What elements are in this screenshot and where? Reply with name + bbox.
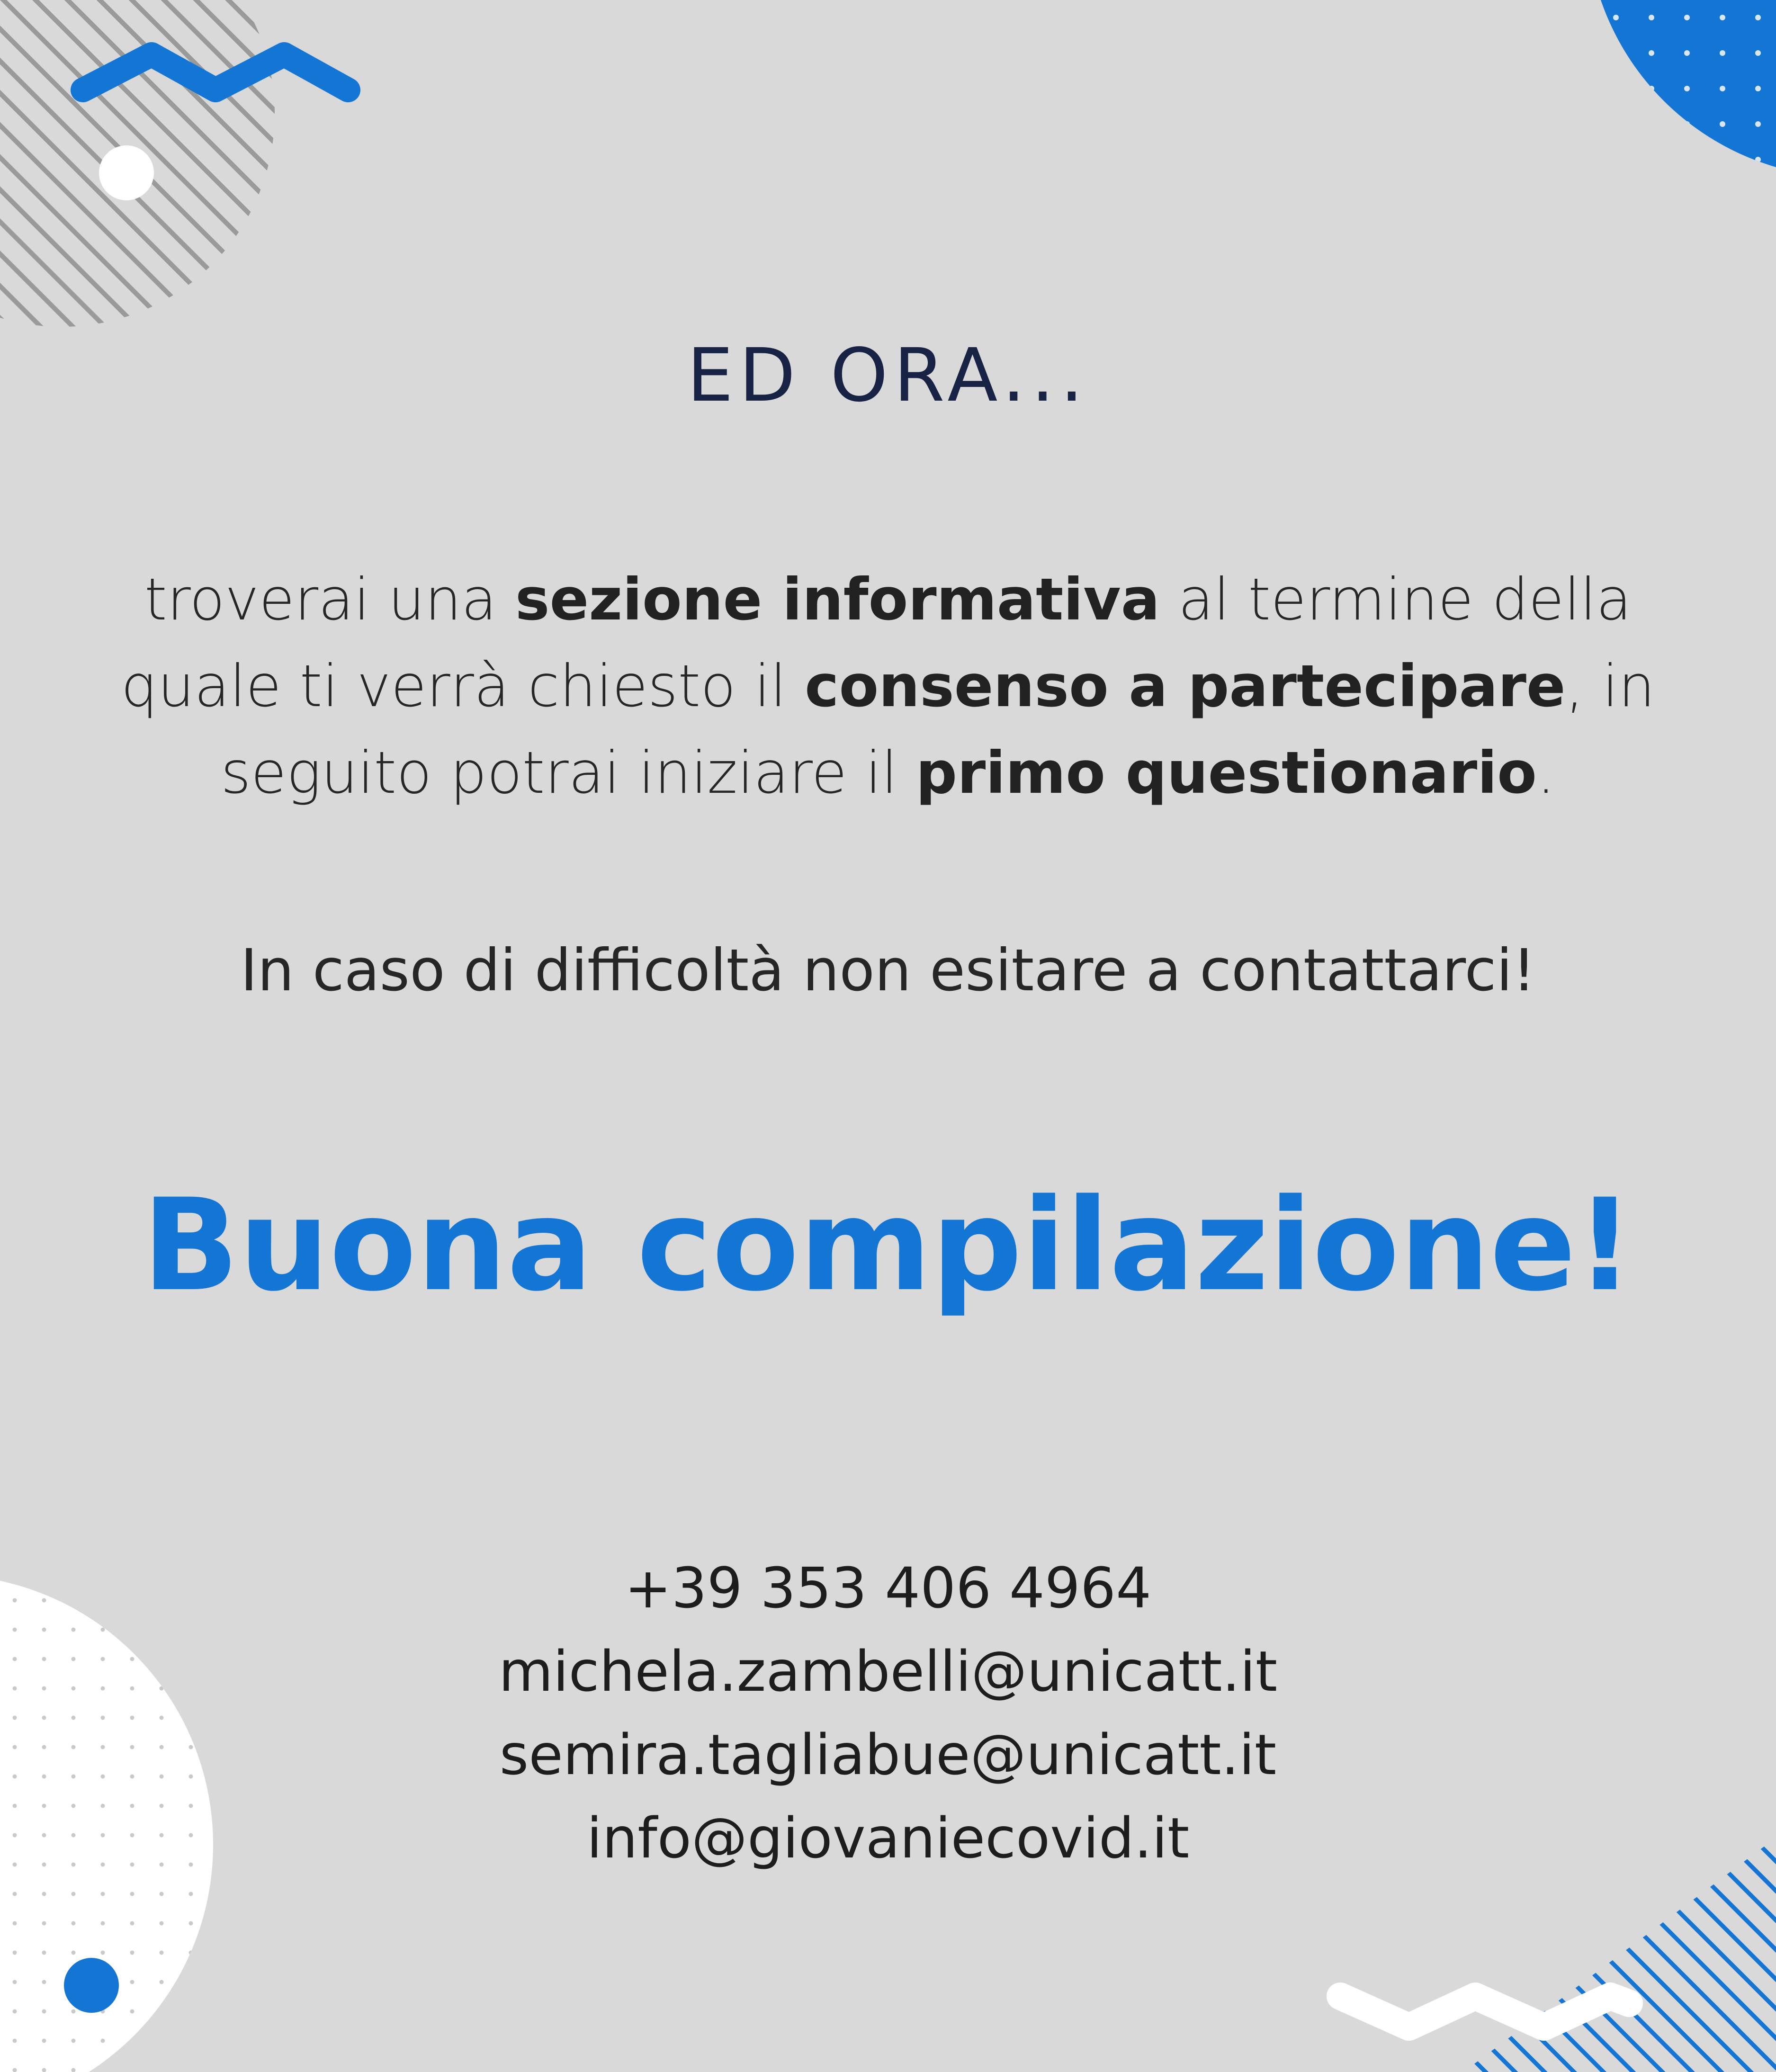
intro-bold-consent: consenso a partecipare	[805, 653, 1566, 720]
intro-text-3: , in seguito potrai iniziare il	[221, 653, 1655, 807]
intro-bold-first-questionnaire: primo questionario	[915, 739, 1537, 807]
intro-text-4: .	[1536, 739, 1555, 807]
contact-email-tagliabue[interactable]: semira.tagliabue@unicatt.it	[499, 1722, 1277, 1787]
intro-text-1: troverai una	[144, 566, 515, 633]
zigzag-shape-top-left	[83, 54, 348, 90]
contact-list	[0, 1546, 1776, 1880]
help-text: In caso di difficoltà non esitare a contattarci!	[240, 937, 1536, 1004]
contact-email-info[interactable]: info@giovaniecovid.it	[586, 1805, 1190, 1871]
zigzag-shape-bottom-right	[1340, 1996, 1629, 2027]
hatched-circle-top-left	[0, 0, 332, 379]
call-to-action: Buona compilazione!	[142, 1172, 1634, 1319]
blue-dot-bottom-left	[64, 1958, 119, 2013]
intro-text-2: al termine della quale ti verrà chiesto il	[121, 566, 1632, 720]
dotted-circle-top-right	[1587, 0, 1776, 178]
page-title: ED ORA...	[687, 332, 1089, 418]
intro-paragraph	[118, 556, 1658, 816]
white-dot-top-left	[99, 145, 154, 200]
intro-bold-informative-section: sezione informativa	[515, 566, 1160, 633]
contact-phone[interactable]: +39 353 406 4964	[624, 1555, 1152, 1621]
contact-email-zambelli[interactable]: michela.zambelli@unicatt.it	[498, 1639, 1278, 1704]
